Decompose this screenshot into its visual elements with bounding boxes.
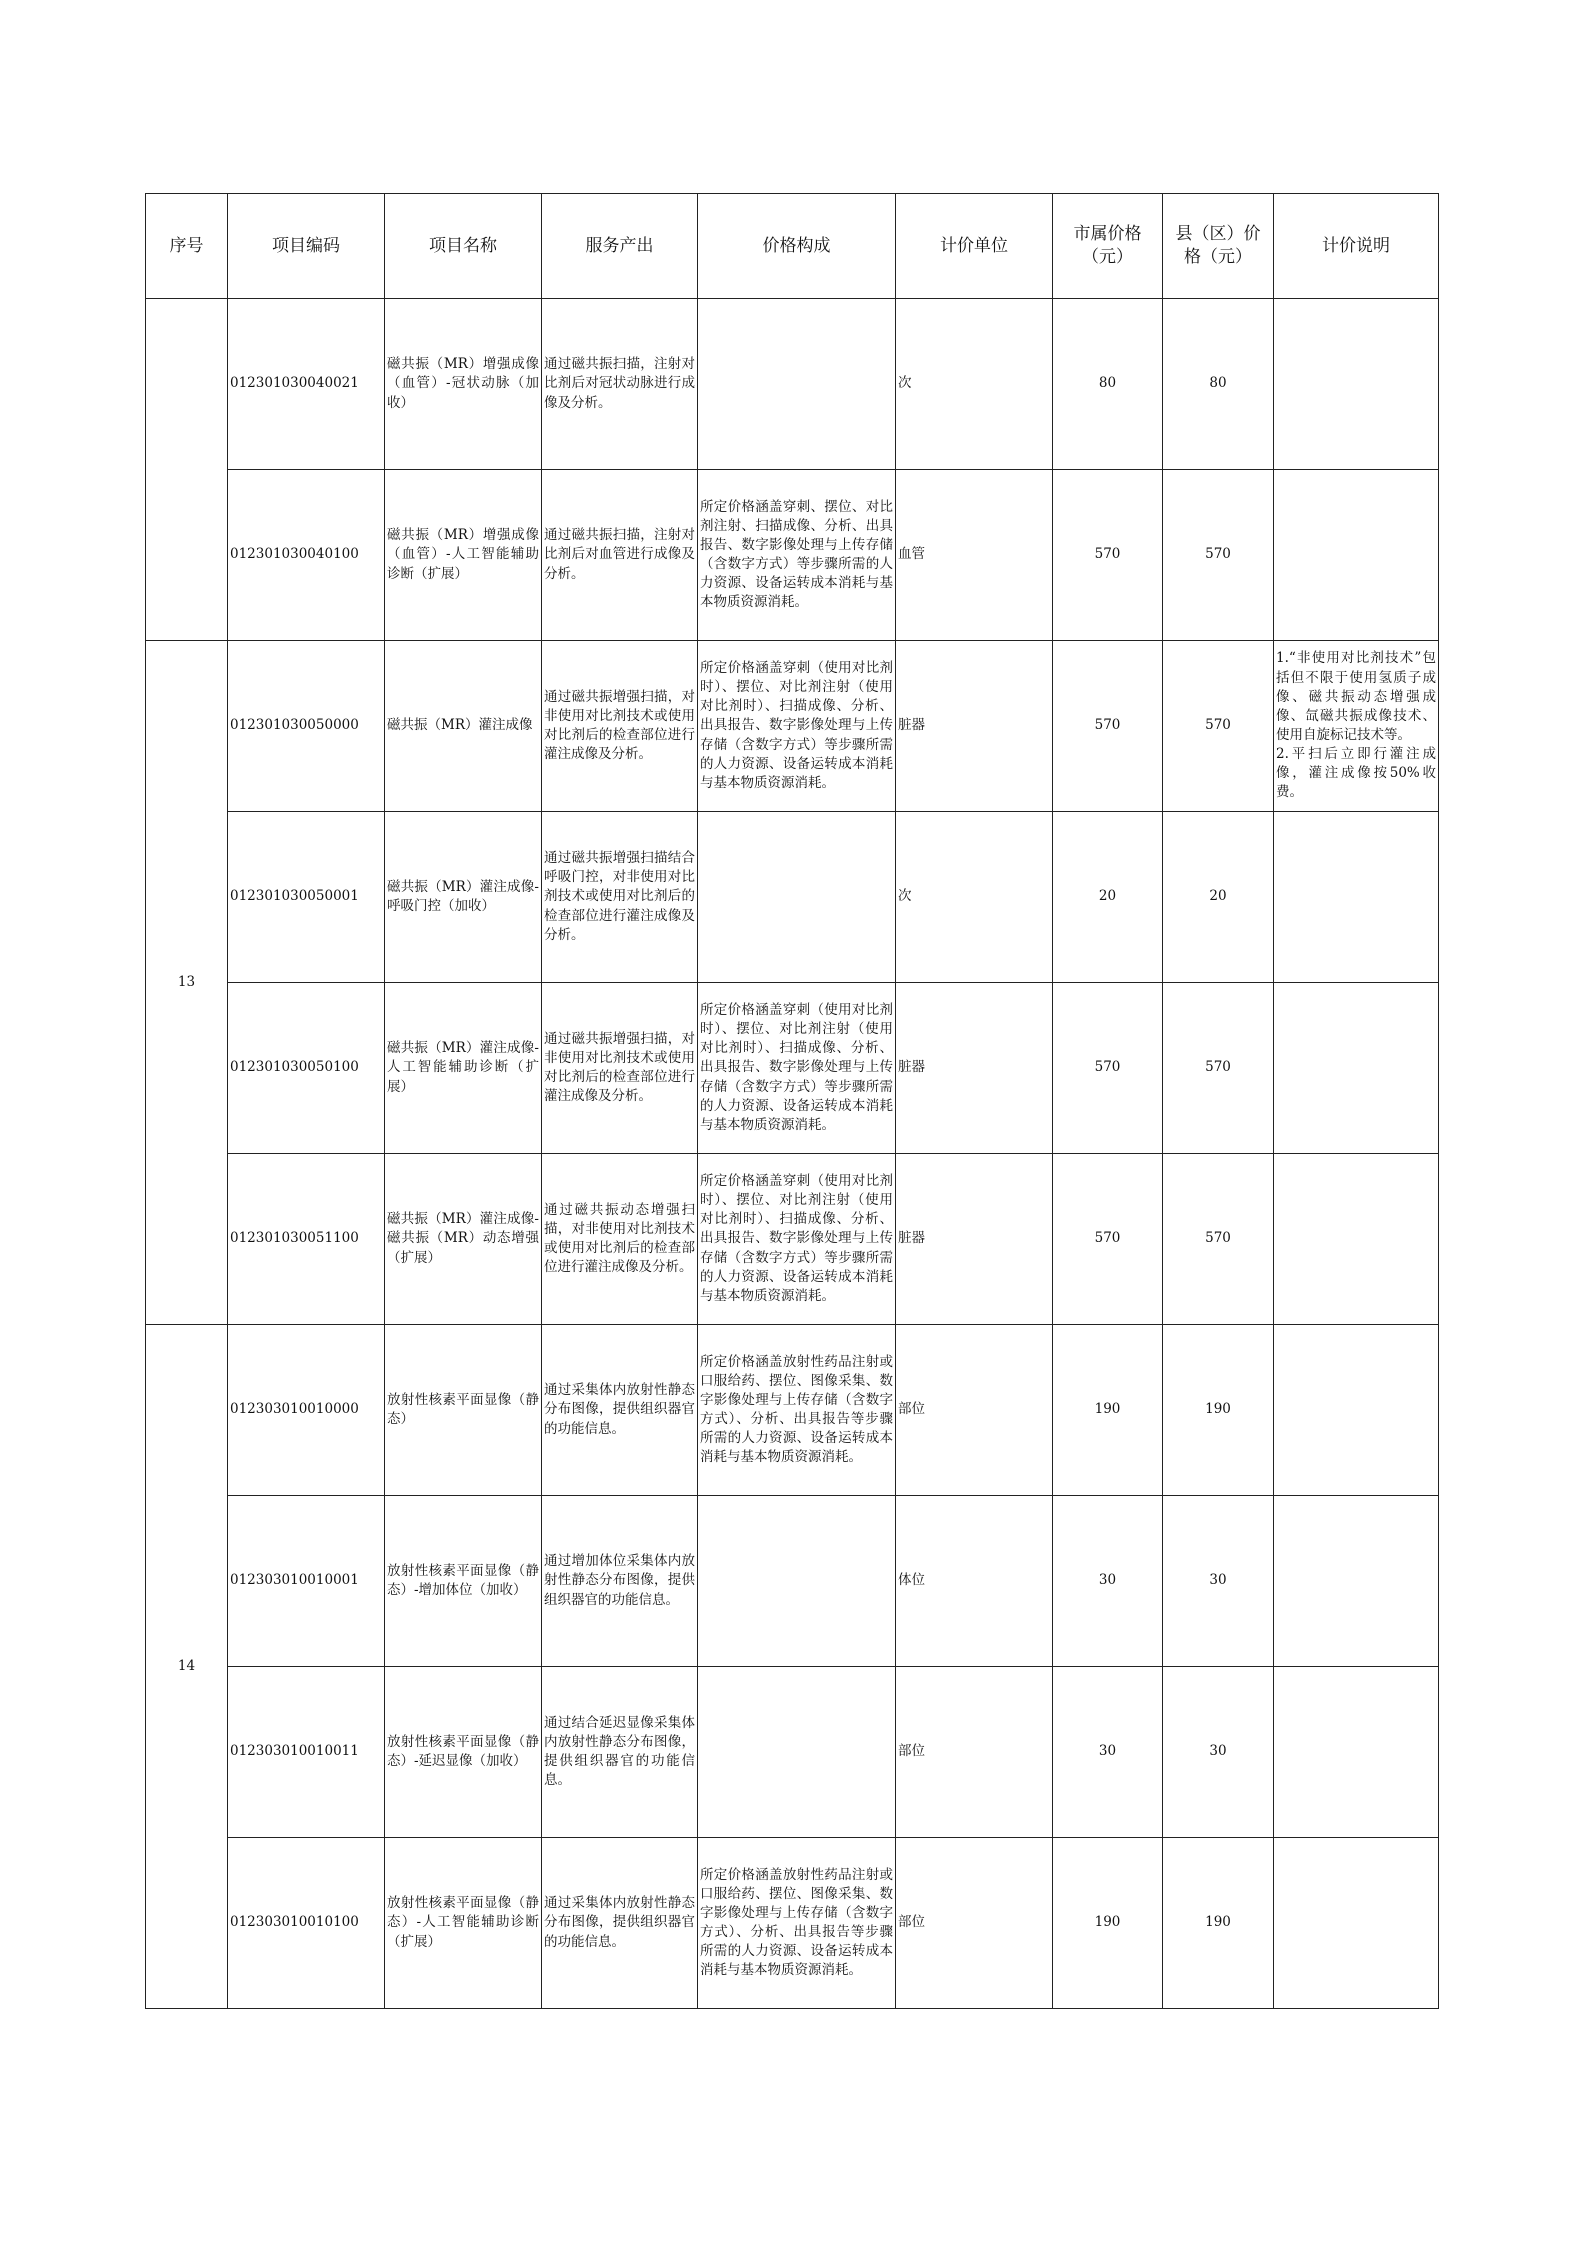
row-unit: 脏器 [896,641,1053,812]
row-county-price: 570 [1163,1154,1274,1325]
header-city-price-line1: 市属价格 [1073,224,1142,245]
row-unit: 部位 [896,1838,1053,2009]
row-output: 通过采集体内放射性静态分布图像，提供组织器官的功能信息。 [542,1838,698,2009]
row-note: 1.“非使用对比剂技术”包括但不限于使用氢质子成像、磁共振动态增强成像、氙磁共振成像技术、使用自旋标记技术等。 2.平扫后立即行灌注成像，灌注成像按50%收费。 [1274,641,1439,812]
row-code: 012301030040100 [228,470,385,641]
row-county-price: 190 [1163,1325,1274,1496]
group-seq-13: 13 [146,641,228,1325]
row-name: 磁共振（MR）灌注成像-磁共振（MR）动态增强（扩展） [385,1154,542,1325]
row-output: 通过磁共振增强扫描，对非使用对比剂技术或使用对比剂后的检查部位进行灌注成像及分析。 [542,641,698,812]
row-code: 012303010010100 [228,1838,385,2009]
header-output: 服务产出 [542,194,698,299]
row-output: 通过磁共振动态增强扫描，对非使用对比剂技术或使用对比剂后的检查部位进行灌注成像及分析。 [542,1154,698,1325]
table-row [146,1154,1439,1325]
row-name: 磁共振（MR）灌注成像-人工智能辅助诊断（扩展） [385,983,542,1154]
row-county-price: 570 [1163,641,1274,812]
table-row [146,812,1439,983]
row-composition: 所定价格涵盖穿刺（使用对比剂时）、摆位、对比剂注射（使用对比剂时）、扫描成像、分析、出具报告、数字影像处理与上传存储（含数字方式）等步骤所需的人力资源、设备运转成本消耗与基本物质资源消耗。 [698,983,896,1154]
row-city-price: 190 [1053,1838,1163,2009]
table-row [146,470,1439,641]
group-seq-14: 14 [146,1325,228,2009]
row-composition [698,1496,896,1667]
row-note [1274,1325,1439,1496]
row-name: 磁共振（MR）灌注成像-呼吸门控（加收） [385,812,542,983]
row-city-price: 190 [1053,1325,1163,1496]
row-output: 通过磁共振扫描，注射对比剂后对血管进行成像及分析。 [542,470,698,641]
row-unit: 脏器 [896,1154,1053,1325]
row-city-price: 30 [1053,1496,1163,1667]
row-code: 012301030040021 [228,299,385,470]
row-note [1274,1838,1439,2009]
header-unit: 计价单位 [896,194,1053,299]
row-county-price: 190 [1163,1838,1274,2009]
row-note [1274,1496,1439,1667]
header-city-price [1053,194,1163,299]
row-output: 通过采集体内放射性静态分布图像，提供组织器官的功能信息。 [542,1325,698,1496]
row-note [1274,812,1439,983]
header-county-price-line2: 格（元） [1184,247,1252,267]
row-code: 012301030051100 [228,1154,385,1325]
row-county-price: 30 [1163,1496,1274,1667]
row-county-price: 570 [1163,983,1274,1154]
row-composition [698,1667,896,1838]
row-county-price: 80 [1163,299,1274,470]
row-city-price: 30 [1053,1667,1163,1838]
row-name: 磁共振（MR）增强成像（血管）-人工智能辅助诊断（扩展） [385,470,542,641]
row-county-price: 570 [1163,470,1274,641]
row-name: 放射性核素平面显像（静态）-人工智能辅助诊断（扩展） [385,1838,542,2009]
row-code: 012301030050100 [228,983,385,1154]
row-city-price: 570 [1053,983,1163,1154]
row-composition: 所定价格涵盖穿刺、摆位、对比剂注射、扫描成像、分析、出具报告、数字影像处理与上传存储（含数字方式）等步骤所需的人力资源、设备运转成本消耗与基本物质资源消耗。 [698,470,896,641]
row-name: 磁共振（MR）灌注成像 [385,641,542,812]
header-note: 计价说明 [1274,194,1439,299]
row-output: 通过磁共振增强扫描结合呼吸门控，对非使用对比剂技术或使用对比剂后的检查部位进行灌注成像及分析。 [542,812,698,983]
row-city-price: 20 [1053,812,1163,983]
row-composition: 所定价格涵盖放射性药品注射或口服给药、摆位、图像采集、数字影像处理与上传存储（含数字方式）、分析、出具报告等步骤所需的人力资源、设备运转成本消耗与基本物质资源消耗。 [698,1325,896,1496]
row-name: 放射性核素平面显像（静态）-延迟显像（加收） [385,1667,542,1838]
header-name: 项目名称 [385,194,542,299]
row-note [1274,470,1439,641]
row-output: 通过磁共振扫描，注射对比剂后对冠状动脉进行成像及分析。 [542,299,698,470]
row-unit: 次 [896,299,1053,470]
row-composition: 所定价格涵盖放射性药品注射或口服给药、摆位、图像采集、数字影像处理与上传存储（含数字方式）、分析、出具报告等步骤所需的人力资源、设备运转成本消耗与基本物质资源消耗。 [698,1838,896,2009]
row-unit: 部位 [896,1325,1053,1496]
row-county-price: 20 [1163,812,1274,983]
header-row [146,194,1439,299]
row-name: 磁共振（MR）增强成像（血管）-冠状动脉（加收） [385,299,542,470]
header-code: 项目编码 [228,194,385,299]
row-city-price: 570 [1053,470,1163,641]
row-note [1274,1667,1439,1838]
row-unit: 次 [896,812,1053,983]
row-unit: 血管 [896,470,1053,641]
table-row [146,1496,1439,1667]
row-note [1274,299,1439,470]
header-city-price-line2: （元） [1082,247,1133,267]
header-county-price-line1: 县（区）价 [1175,224,1261,245]
row-code: 012303010010001 [228,1496,385,1667]
row-output: 通过磁共振增强扫描，对非使用对比剂技术或使用对比剂后的检查部位进行灌注成像及分析。 [542,983,698,1154]
row-name: 放射性核素平面显像（静态） [385,1325,542,1496]
row-output: 通过结合延迟显像采集体内放射性静态分布图像，提供组织器官的功能信息。 [542,1667,698,1838]
table-row [146,983,1439,1154]
table-row [146,1838,1439,2009]
row-note [1274,983,1439,1154]
row-code: 012301030050001 [228,812,385,983]
row-city-price: 570 [1053,641,1163,812]
group-seq-continued [146,299,228,641]
price-table [145,193,1439,2009]
row-unit: 部位 [896,1667,1053,1838]
header-seq: 序号 [146,194,228,299]
row-code: 012303010010000 [228,1325,385,1496]
row-unit: 脏器 [896,983,1053,1154]
table-row [146,1667,1439,1838]
row-code: 012301030050000 [228,641,385,812]
row-city-price: 80 [1053,299,1163,470]
row-composition: 所定价格涵盖穿刺（使用对比剂时）、摆位、对比剂注射（使用对比剂时）、扫描成像、分析、出具报告、数字影像处理与上传存储（含数字方式）等步骤所需的人力资源、设备运转成本消耗与基本物质资源消耗。 [698,641,896,812]
header-composition: 价格构成 [698,194,896,299]
table-row [146,299,1439,470]
row-composition [698,299,896,470]
row-composition [698,812,896,983]
row-city-price: 570 [1053,1154,1163,1325]
row-composition: 所定价格涵盖穿刺（使用对比剂时）、摆位、对比剂注射（使用对比剂时）、扫描成像、分析、出具报告、数字影像处理与上传存储（含数字方式）等步骤所需的人力资源、设备运转成本消耗与基本物质资源消耗。 [698,1154,896,1325]
row-county-price: 30 [1163,1667,1274,1838]
row-name: 放射性核素平面显像（静态）-增加体位（加收） [385,1496,542,1667]
header-county-price [1163,194,1274,299]
row-output: 通过增加体位采集体内放射性静态分布图像，提供组织器官的功能信息。 [542,1496,698,1667]
row-note [1274,1154,1439,1325]
row-unit: 体位 [896,1496,1053,1667]
table-row [146,641,1439,812]
row-code: 012303010010011 [228,1667,385,1838]
table-row [146,1325,1439,1496]
